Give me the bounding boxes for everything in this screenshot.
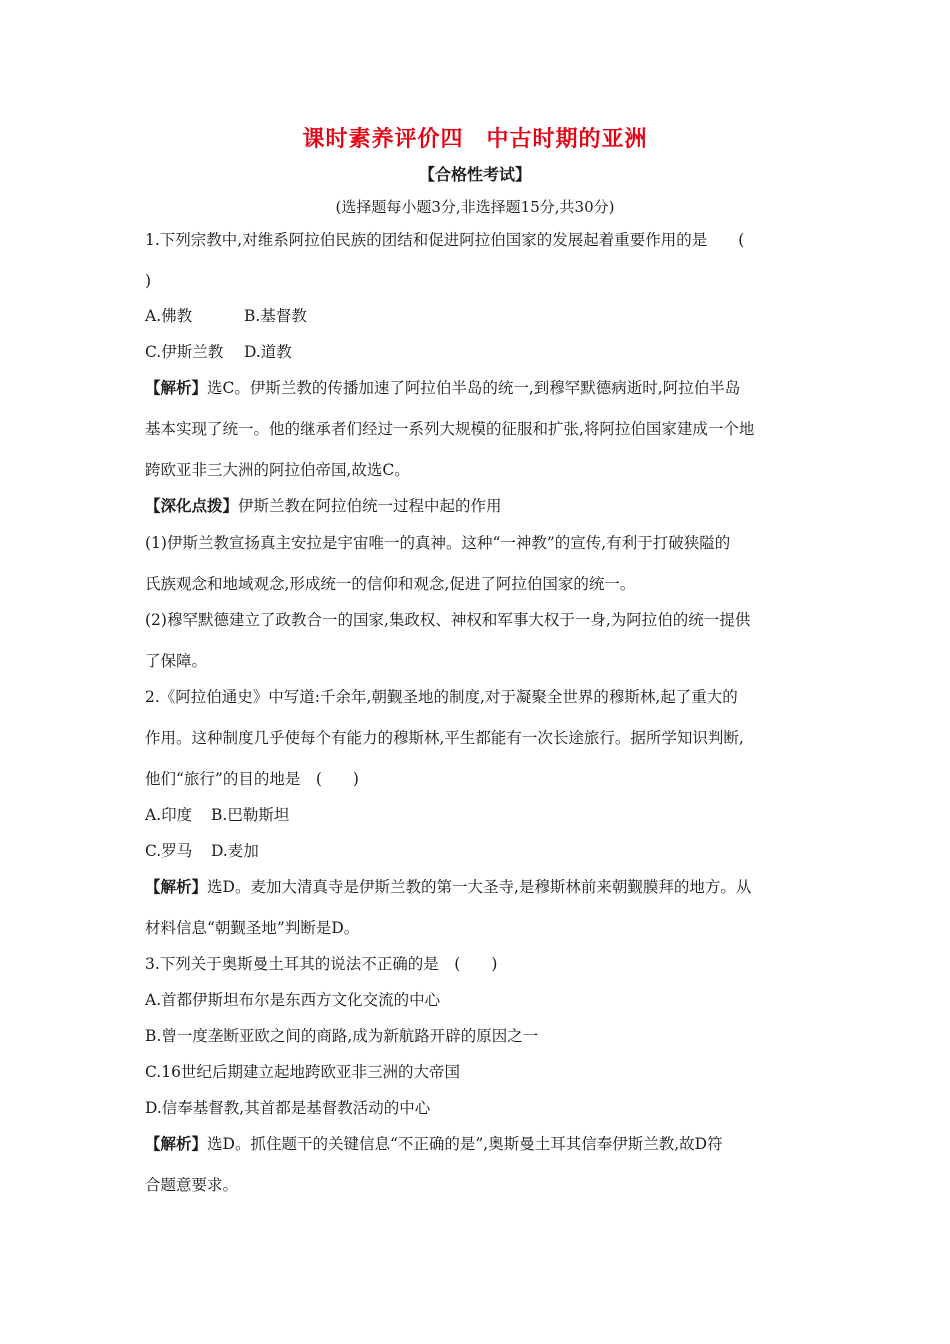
q2-option-d: D.麦加 [211, 842, 259, 860]
analysis-tag: 【解析】 [145, 877, 208, 896]
q3-analysis-line-2: 合题意要求。 [145, 1176, 239, 1194]
page-title: 课时素养评价四 中古时期的亚洲 [302, 127, 648, 152]
q3-stem: 3.下列关于奥斯曼土耳其的说法不正确的是 ( ) [145, 955, 498, 973]
q2-stem-line-2: 作用。这种制度几乎使每个有能力的穆斯林,平生都能有一次长途旅行。据所学知识判断, [145, 729, 744, 747]
q1-analysis-line-2: 基本实现了统一。他的继承者们经过一系列大规模的征服和扩张,将阿拉伯国家建成一个地 [145, 420, 755, 438]
q3-analysis-line-1 [145, 1133, 723, 1155]
q3-option-b: B.曾一度垄断亚欧之间的商路,成为新航路开辟的原因之一 [145, 1027, 539, 1045]
q1-stem-line-1: 1.下列宗教中,对维系阿拉伯民族的团结和促进阿拉伯国家的发展起着重要作用的是 ( [145, 231, 745, 249]
analysis-text: 选C。伊斯兰教的传播加速了阿拉伯半岛的统一,到穆罕默德病逝时,阿拉伯半岛 [207, 379, 741, 397]
deep-tag: 【深化点拨】 [145, 496, 239, 515]
q1-analysis-line-1 [145, 377, 740, 399]
q1-deep-p2-line-1: (2)穆罕默德建立了政教合一的国家,集政权、神权和军事大权于一身,为阿拉伯的统一提供 [145, 611, 751, 629]
q1-option-b: B.基督教 [244, 307, 307, 325]
q1-deep-p1-line-2: 氏族观念和地域观念,形成统一的信仰和观念,促进了阿拉伯国家的统一。 [145, 575, 636, 593]
q1-deep-p1-line-1: (1)伊斯兰教宣扬真主安拉是宇宙唯一的真神。这种“一神教”的宣传,有利于打破狭隘的 [145, 534, 731, 552]
deep-title: 伊斯兰教在阿拉伯统一过程中起的作用 [238, 497, 502, 515]
q3-option-a: A.首都伊斯坦布尔是东西方文化交流的中心 [145, 991, 441, 1009]
q3-option-c: C.16世纪后期建立起地跨欧亚非三洲的大帝国 [145, 1063, 460, 1081]
q1-analysis-line-3: 跨欧亚非三大洲的阿拉伯帝国,故选C。 [145, 461, 410, 479]
q1-option-d: D.道教 [244, 343, 292, 361]
q1-option-c: C.伊斯兰教 [145, 343, 224, 361]
q1-deep-heading [145, 495, 502, 517]
q2-option-c: C.罗马 [145, 842, 193, 860]
analysis-tag: 【解析】 [145, 378, 208, 397]
section-heading: 【合格性考试】 [418, 165, 531, 184]
q2-stem-line-1: 2.《阿拉伯通史》中写道:千余年,朝觐圣地的制度,对于凝聚全世界的穆斯林,起了重大的 [145, 688, 738, 706]
q1-stem-line-2: ) [145, 272, 152, 290]
q2-option-b: B.巴勒斯坦 [211, 806, 290, 824]
q1-deep-p2-line-2: 了保障。 [145, 652, 208, 670]
analysis-text: 选D。抓住题干的关键信息“不正确的是”,奥斯曼土耳其信奉伊斯兰教,故D符 [207, 1135, 723, 1153]
q1-option-a: A.佛教 [145, 307, 193, 325]
analysis-text: 选D。麦加大清真寺是伊斯兰教的第一大圣寺,是穆斯林前来朝觐膜拜的地方。从 [207, 878, 752, 896]
score-note: (选择题每小题3分,非选择题15分,共30分) [335, 198, 615, 216]
q2-analysis-line-1 [145, 876, 751, 898]
analysis-tag: 【解析】 [145, 1134, 208, 1153]
q3-option-d: D.信奉基督教,其首都是基督教活动的中心 [145, 1099, 431, 1117]
q2-stem-line-3: 他们“旅行”的目的地是 ( ) [145, 770, 359, 788]
q2-option-a: A.印度 [145, 806, 193, 824]
q2-analysis-line-2: 材料信息“朝觐圣地”判断是D。 [145, 919, 360, 937]
